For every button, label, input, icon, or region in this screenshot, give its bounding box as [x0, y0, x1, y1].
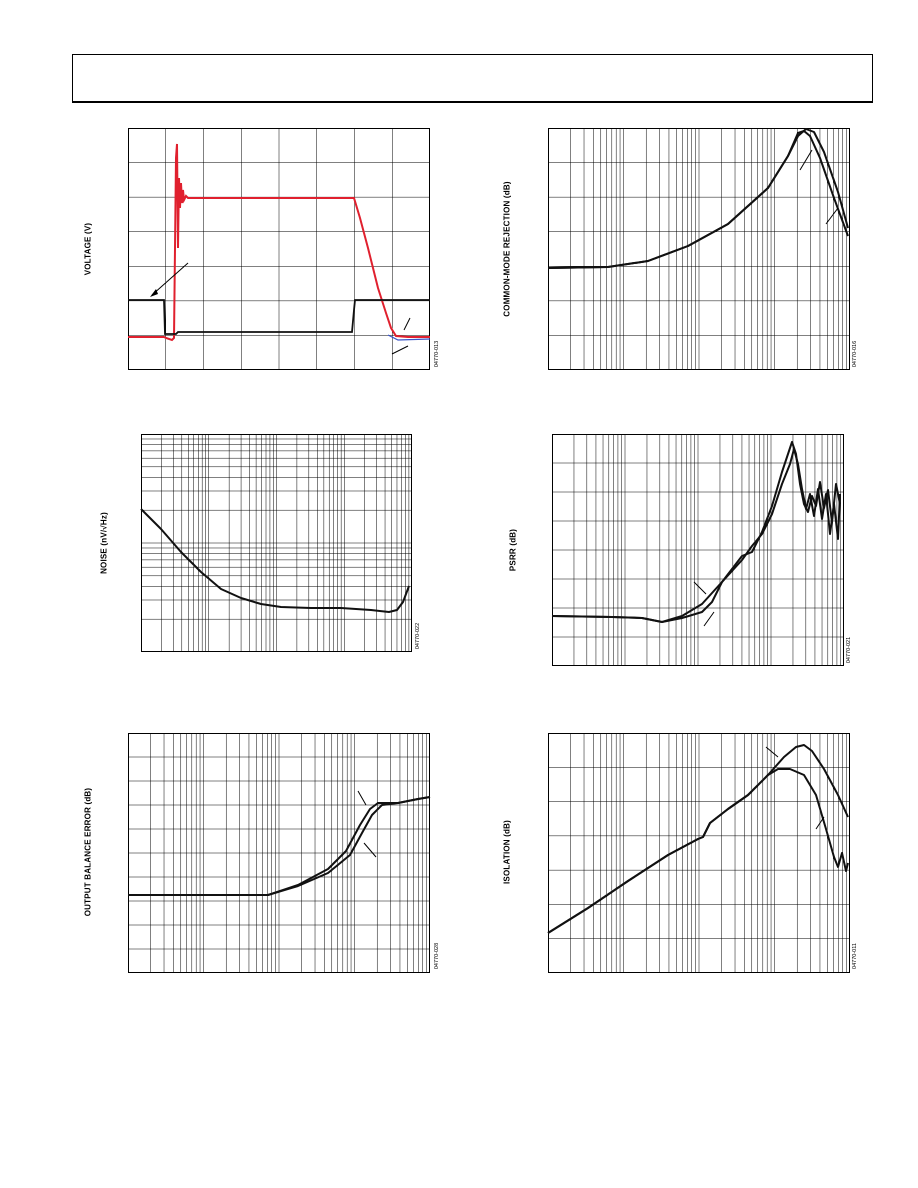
voltage-annotation-arrow-3 [392, 346, 408, 354]
voltage-y-axis-label: VOLTAGE (V) [83, 222, 93, 276]
isolation-chart [548, 733, 850, 973]
psrr-figure-id: 04770-021 [846, 636, 852, 664]
page-header-box [72, 54, 873, 103]
voltage-annotation-arrow-2 [404, 318, 410, 330]
cmr-figure-id: 04770-016 [852, 340, 858, 368]
psrr-annotation-arrow-2 [704, 612, 714, 626]
noise-chart [141, 434, 412, 652]
voltage-annotation-arrow-1 [152, 263, 188, 295]
obe-chart [128, 733, 430, 973]
obe-figure-id: 04770-028 [434, 942, 440, 970]
cmr-trace-1 [548, 131, 848, 268]
cmr-grid [548, 128, 850, 370]
psrr-trace-2 [552, 442, 840, 622]
isolation-figure-id: 04770-011 [852, 943, 858, 969]
obe-grid [128, 733, 430, 973]
noise-trace [141, 509, 409, 612]
psrr-annotation-arrow-1 [694, 582, 706, 594]
isolation-grid [548, 733, 850, 973]
psrr-grid [552, 434, 844, 666]
isolation-trace-2 [548, 769, 848, 933]
cmr-chart [548, 128, 850, 370]
noise-y-axis-label: NOISE (nV/√Hz) [99, 512, 109, 574]
obe-y-axis-label: OUTPUT BALANCE ERROR (dB) [83, 787, 93, 917]
obe-annotation-arrow-2 [364, 843, 376, 857]
isolation-y-axis-label: ISOLATION (dB) [502, 820, 512, 884]
cmr-annotation-arrow-1 [800, 150, 812, 170]
cmr-trace-2 [548, 129, 848, 268]
psrr-chart [552, 434, 844, 666]
isolation-annotation-arrow-1 [766, 747, 778, 757]
voltage-figure-id: 04770-013 [434, 340, 440, 368]
obe-annotation-arrow-1 [358, 791, 366, 805]
noise-grid [141, 434, 412, 652]
noise-figure-id: 04770-022 [415, 622, 421, 650]
psrr-y-axis-label: PSRR (dB) [508, 528, 518, 572]
voltage-chart [128, 128, 430, 370]
psrr-trace-1 [552, 449, 840, 622]
cmr-y-axis-label: COMMON-MODE REJECTION (dB) [502, 181, 512, 317]
cmr-annotation-arrow-2 [826, 208, 838, 224]
